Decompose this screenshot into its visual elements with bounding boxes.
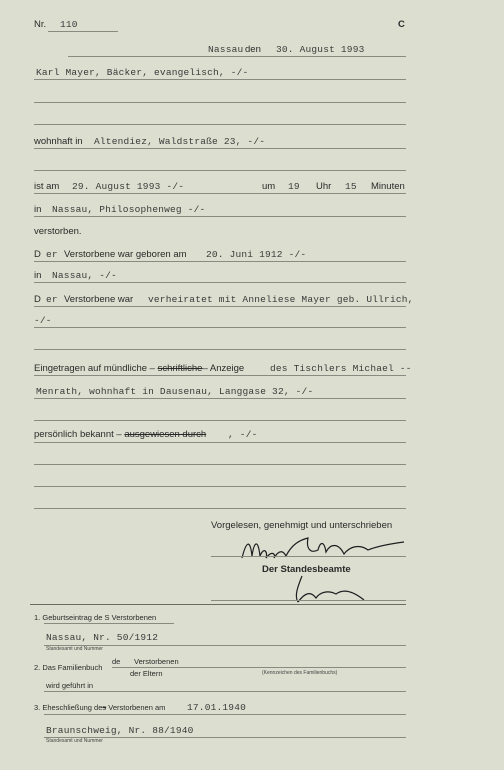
report-line-1 xyxy=(34,375,406,376)
uhr-label: Uhr xyxy=(316,181,332,192)
residence-line xyxy=(34,148,406,149)
blank-line-2 xyxy=(34,124,406,125)
date-value: 30. August 1993 xyxy=(276,44,365,55)
blank-line-7 xyxy=(34,486,406,487)
place-value: Nassau xyxy=(208,44,244,55)
footer-3-label-strike: s xyxy=(102,703,107,712)
report-label-strike: schriftliche xyxy=(157,363,203,374)
closing-text: Vorgelesen, genehmigt und unterschrieben xyxy=(211,520,393,531)
birth-place-value: Nassau, -/- xyxy=(52,270,117,281)
death-date-line xyxy=(34,193,406,194)
footer-2-line-2 xyxy=(44,691,406,692)
identity-label: persönlich bekannt – ausgewiesen durch xyxy=(34,429,207,440)
form-letter: C xyxy=(398,19,405,30)
den-label: den xyxy=(245,44,261,55)
marital-line-1 xyxy=(34,306,406,307)
marital-label-d: D xyxy=(34,294,41,305)
minute-value: 15 xyxy=(345,181,357,192)
footer-3-caption: Standesamt und Nummer xyxy=(46,738,103,744)
blank-line-5 xyxy=(34,420,406,421)
blank-line-3 xyxy=(34,170,406,171)
blank-line-4 xyxy=(34,349,406,350)
signature-line-2 xyxy=(211,600,406,601)
report-label: Eingetragen auf mündliche – schriftliche– Anzeige xyxy=(34,363,245,374)
birth-place-label: in xyxy=(34,270,42,281)
blank-line-1 xyxy=(34,102,406,103)
footer-1-caption: Standesamt und Nummer xyxy=(46,646,103,652)
footer-divider xyxy=(30,604,406,605)
signature-top xyxy=(228,532,413,568)
blank-line-8 xyxy=(34,508,406,509)
blank-line-6 xyxy=(34,464,406,465)
official-label: Der Standesbeamte xyxy=(262,564,351,575)
identity-value: , -/- xyxy=(228,429,258,440)
report-value-2: Menrath, wohnhaft in Dausenau, Langgase 32, -/- xyxy=(36,386,314,397)
birth-label-er: er xyxy=(46,249,58,260)
name-line xyxy=(34,79,406,80)
birth-place-line xyxy=(34,282,406,283)
footer-1-label-line xyxy=(44,623,174,624)
footer-3-label: 3. Eheschließung des Verstorbenen am xyxy=(34,703,166,712)
nr-value: 110 xyxy=(60,19,78,30)
birth-date-line xyxy=(34,261,406,262)
footer-2-eltern: der Eltern xyxy=(130,669,163,678)
footer-2-de: de xyxy=(112,657,121,666)
marital-label: Verstorbene war xyxy=(64,294,134,305)
place-date-line xyxy=(68,56,406,57)
footer-2-caption: (Kennzeichen des Familienbuchs) xyxy=(262,670,338,676)
footer-2-verstorbenen: Verstorbenen xyxy=(134,657,179,666)
report-line-2 xyxy=(34,398,406,399)
footer-1-value: Nassau, Nr. 50/1912 xyxy=(46,632,159,643)
signature-line-1 xyxy=(211,556,406,557)
death-date-label: ist am xyxy=(34,181,60,192)
marital-line-2 xyxy=(34,327,406,328)
nr-label: Nr. xyxy=(34,19,47,30)
minuten-label: Minuten xyxy=(371,181,405,192)
verstorben-text: verstorben. xyxy=(34,226,82,237)
identity-line xyxy=(34,442,406,443)
marital-value-2: -/- xyxy=(34,315,52,326)
birth-label-d: D xyxy=(34,249,41,260)
hour-value: 19 xyxy=(288,181,300,192)
residence-label: wohnhaft in xyxy=(34,136,83,147)
report-value-1: des Tischlers Michael -- xyxy=(270,363,412,374)
nr-underline xyxy=(48,31,118,32)
deceased-name: Karl Mayer, Bäcker, evangelisch, -/- xyxy=(36,67,249,78)
residence-value: Altendiez, Waldstraße 23, -/- xyxy=(94,136,266,147)
death-place-value: Nassau, Philosophenweg -/- xyxy=(52,204,206,215)
death-date-value: 29. August 1993 -/- xyxy=(72,181,185,192)
footer-3-value: Braunschweig, Nr. 88/1940 xyxy=(46,725,194,736)
marital-label-er: er xyxy=(46,294,58,305)
footer-2-label-d: wird geführt in xyxy=(46,681,94,690)
birth-date-value: 20. Juni 1912 -/- xyxy=(206,249,307,260)
marital-value-1: verheiratet mit Anneliese Mayer geb. Ullrich, xyxy=(148,294,414,305)
footer-1-label: 1. Geburtseintrag de S Verstorbenen xyxy=(34,613,157,622)
footer-3-date: 17.01.1940 xyxy=(187,702,247,713)
birth-label: Verstorbene war geboren am xyxy=(64,249,187,260)
footer-2-label: 2. Das Familienbuch xyxy=(34,663,103,672)
footer-3-label-line xyxy=(44,714,406,715)
um-label: um xyxy=(262,181,276,192)
death-place-line xyxy=(34,216,406,217)
death-place-label: in xyxy=(34,204,42,215)
identity-label-strike: ausgewiesen durch xyxy=(124,429,207,440)
footer-2-line xyxy=(112,667,406,668)
